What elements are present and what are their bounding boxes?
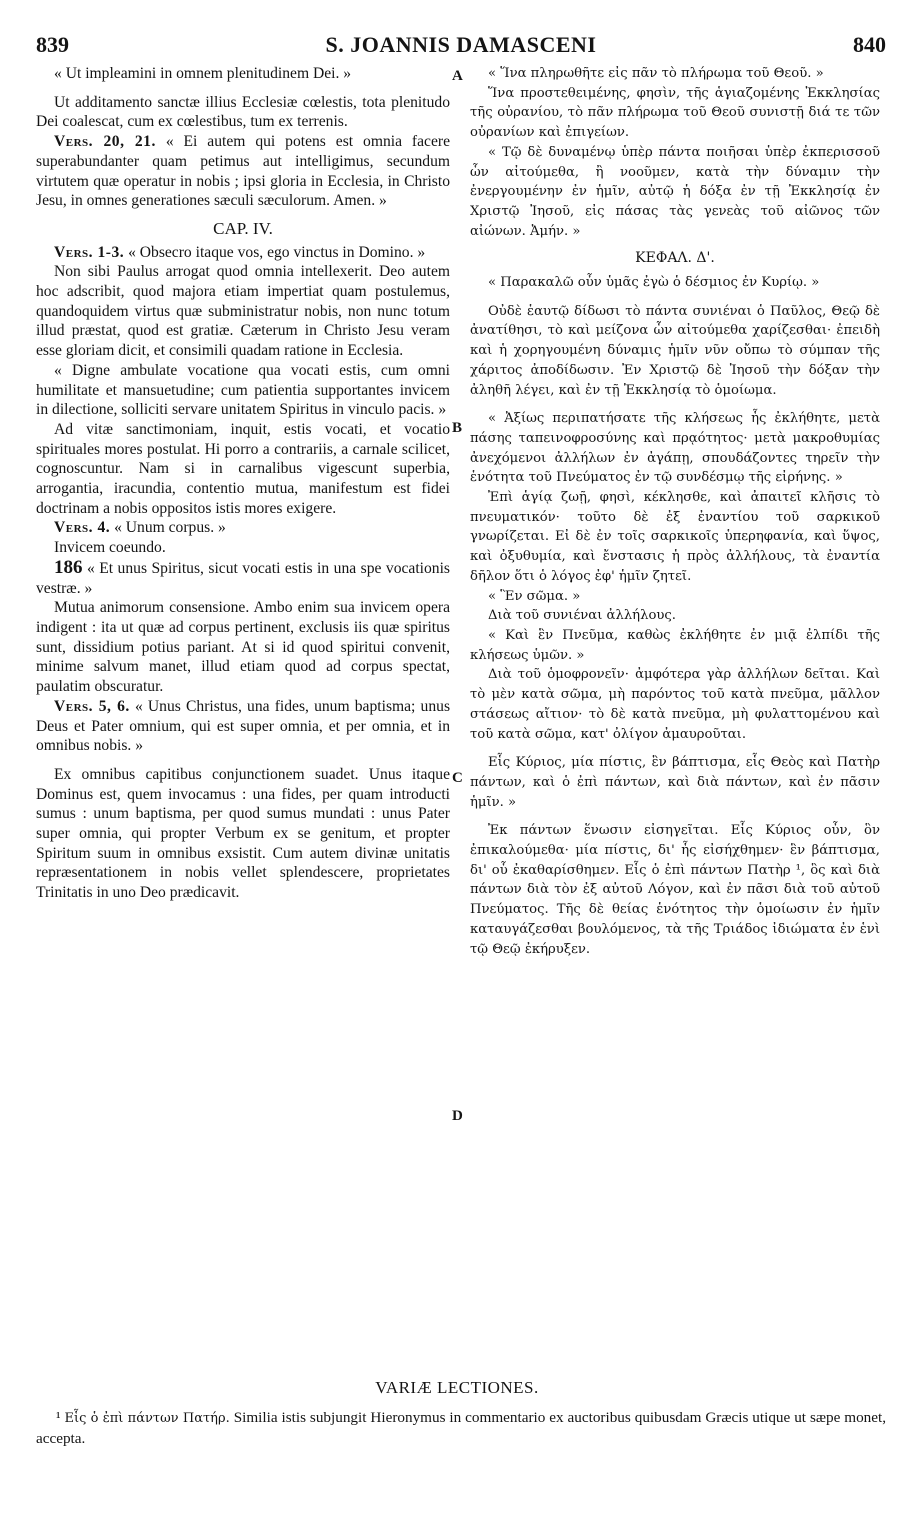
verse-reference: Vers. 4. bbox=[54, 519, 111, 537]
latin-verse bbox=[36, 243, 450, 263]
footnote-greek-lemma: Εἷς ὁ ἐπὶ πάντων Πατήρ. bbox=[64, 1411, 230, 1426]
latin-column bbox=[36, 64, 450, 903]
latin-verse bbox=[36, 697, 450, 756]
greek-verse-quote: « Ἵνα πληρωθῆτε εἰς πᾶν τὸ πλήρωμα τοῦ Θεοῦ. » bbox=[488, 66, 824, 81]
verse-reference: Vers. 20, 21. bbox=[54, 133, 156, 151]
greek-commentary: Ἐκ πάντων ἕνωσιν εἰσηγεῖται. Εἷς Κύριος οὖν, ὃν ἐπικαλούμεθα· μία πίστις, δι' ἧς εἰσήχθημεν· ἓν βάπτισμα, δι' οὗ ἐκαθαρίσθημεν. Εἷς ὁ ἐπὶ πάντων Πατὴρ ¹, ὃς καὶ διὰ πάντων διὰ τὸν ἐξ αὐτοῦ Λόγον, καὶ ἐν πᾶσι διὰ τοῦ αὐτοῦ Πνεύματος. Τῆς δὲ θείας ἑνότητος τὴν ὁμοίωσιν ἐν ἡμῖν καταυγάζεσθαι βουλόμενος, τὰ τῆς Τριάδος ἰδιώματα ἐν ἑνὶ τῷ Θεῷ ἐκήρυξεν. bbox=[470, 823, 880, 957]
left-page-number: 839 bbox=[36, 32, 69, 57]
latin-verse-quote: « Ut impleamini in omnem plenitudinem Dei. » bbox=[54, 65, 352, 82]
margin-mark-a: A bbox=[452, 68, 463, 84]
greek-verse-quote: « Παρακαλῶ οὖν ὑμᾶς ἐγὼ ὁ δέσμιος ἐν Κυρίῳ. » bbox=[488, 275, 820, 291]
greek-column bbox=[470, 64, 880, 959]
running-title: S. JOANNIS DAMASCENI bbox=[325, 32, 597, 57]
greek-verse-quote: « Ἓν σῶμα. » bbox=[488, 588, 581, 604]
variae-lectiones-heading: VARIÆ LECTIONES. bbox=[375, 1378, 539, 1397]
latin-verse bbox=[36, 518, 450, 538]
verse-text: « Obsecro itaque vos, ego vinctus in Domino. » bbox=[128, 243, 426, 261]
margin-mark-b: B bbox=[452, 420, 463, 436]
latin-verse-quote: « Digne ambulate vocatione qua vocati estis, cum omni humilitate et mansuetudine; cum patientia supportantes invicem in dilectione, solliciti servare unitatem Spiritus in vinculo pacis. » bbox=[36, 361, 450, 419]
right-page-number: 840 bbox=[853, 32, 886, 57]
greek-chapter-heading: ΚΕΦΑΛ. Δ'. bbox=[635, 250, 715, 267]
greek-commentary: Διὰ τοῦ ὁμοφρονεῖν· ἀμφότερα γὰρ ἀλλήλων δεῖται. Καὶ τὸ μὲν κατὰ σῶμα, μὴ παρόντος τοῦ κατὰ πνεῦμα, μᾶλλον στάσεως αἴτιον· τὸ δὲ κατὰ πνεῦμα, μὴ φυλαττομένου καὶ τοῦ κατὰ σῶμα, κατ' ὀλίγον ἀμαυροῦται. bbox=[470, 667, 880, 742]
verse-text: « Et unus Spiritus, sicut vocati estis in una spe vocationis vestræ. » bbox=[36, 559, 450, 597]
latin-chapter-heading: CAP. IV. bbox=[213, 218, 273, 238]
verse-reference: Vers. 1-3. bbox=[54, 243, 125, 261]
greek-commentary: Ἐπὶ ἁγίᾳ ζωῇ, φησὶ, κέκλησθε, καὶ ἀπαιτεῖ κλῆσις τὸ πνευματικόν· τοῦτο δὲ ἐξ ἐναντίου τοῦ σαρκικοῦ γνωρίζεται. Εἰ δὲ ἐν τοῖς σαρκικοῖς ὑπερηφανία, καὶ ὕψος, καὶ ὀξυθυμία, καὶ ἔνστασις ἡ πρὸς ἀλλήλους, τὰ ἐναντία δῆλον ὅτι ὁ λόγος ἐφ' ἡμῖν ζητεῖ. bbox=[470, 490, 880, 584]
footnote-text: Similia istis subjungit Hieronymus in commentario ex auctoribus quibusdam Græcis utique ut sæpe monet, accepta. bbox=[36, 1409, 887, 1447]
greek-commentary: Διὰ τοῦ συνιέναι ἀλλήλους. bbox=[488, 608, 676, 624]
variant-reading-note bbox=[36, 1408, 886, 1449]
greek-commentary: Οὐδὲ ἑαυτῷ δίδωσι τὸ πάντα συνιέναι ὁ Παῦλος, Θεῷ δὲ ἀνατίθησι, τὸ καὶ μείζονα ὧν αἰτούμεθα χαρίζεσθαι· ἐπειδὴ καὶ ἡ χορηγουμένη δύναμις ἡμῖν νῦν οὔπω τὸ σύμπαν τῆς χάριτος ἀποδίδωσιν. Ἐν Χριστῷ δὲ Ἰησοῦ τὴν δόξαν τὴν ἀληθῆ λέγει, καὶ ἐν τῇ Ἐκκλησίᾳ τὸ ὁμοίωμα. bbox=[470, 303, 880, 398]
footnote-marker: ¹ bbox=[56, 1409, 61, 1426]
latin-verse bbox=[36, 132, 450, 211]
verse-text: « Ei autem qui potens est omnia facere superabundanter quam petimus aut intelligimus, secundum virtutem quæ operatur in nobis ; ipsi gloria in Ecclesia, in Christo Jesu, in omnes generationes sæculi sæculorum. Amen. » bbox=[36, 133, 450, 210]
running-header bbox=[36, 32, 886, 60]
greek-commentary: Ἵνα προστεθειμένης, φησὶν, τῆς ἁγιαζομένης Ἐκκλησίας τῆς οὐρανίου, τὸ πᾶν πλήρωμα τοῦ Θεοῦ συνιστῇ διά τε τῶν οὐρανίων καὶ ἐπιγείων. bbox=[470, 85, 880, 141]
greek-verse-quote: « Τῷ δὲ δυναμένῳ ὑπὲρ πάντα ποιῆσαι ὑπὲρ ἐκπερισσοῦ ὧν αἰτούμεθα, ἢ νοοῦμεν, κατὰ τὴν δύναμιν τὴν ἐνεργουμένην ἐν ἡμῖν, αὐτῷ ἡ δόξα ἐν τῇ Ἐκκλησίᾳ ἐν Χριστῷ Ἰησοῦ, εἰς πάσας τὰς γενεὰς τοῦ αἰῶνος τῶν αἰώνων. Ἀμήν. » bbox=[470, 144, 880, 239]
latin-commentary: Ad vitæ sanctimoniam, inquit, estis vocati, et vocatio spirituales mores postulat. Hi porro a contrariis, a carnale scilicet, cognoscuntur. Nam si in carnalibus vigescunt superbia, arrogantia, iracundia, contentio mutua, manifestum est fidei doctrinam a nobis oppositos istis mores exigere. bbox=[36, 420, 450, 517]
latin-commentary: Ex omnibus capitibus conjunctionem suadet. Unus itaque Dominus est, quem invocamus : una fides, per quam introducti sumus : unum baptisma, per quod sumus mundati : unus Pater super omnia, qui propter Verbum ex se genitum, et propter Spiritum suum in omnibus exsistit. Cum autem divinæ unitatis repræsentationem in nobis vellet splendescere, proprietates Trinitatis in uno Deo prædicavit. bbox=[36, 765, 450, 902]
greek-verse-quote: Εἷς Κύριος, μία πίστις, ἓν βάπτισμα, εἷς Θεὸς καὶ Πατὴρ πάντων, καὶ ὁ ἐπὶ πάντων, καὶ διὰ πάντων, καὶ ἐν πᾶσιν ἡμῖν. » bbox=[470, 755, 880, 810]
margin-mark-c: C bbox=[452, 770, 463, 786]
greek-verse-quote: « Ἀξίως περιπατήσατε τῆς κλήσεως ἧς ἐκλήθητε, μετὰ πάσης ταπεινοφροσύνης καὶ πρᾳότητος· μετὰ μακροθυμίας ἀνεχόμενοι ἀλλήλων ἐν ἀγάπῃ, σπουδάζοντες τηρεῖν τὴν ἑνότητα τοῦ Πνεύματος ἐν τῷ συνδέσμῳ τῆς εἰρήνης. » bbox=[470, 411, 880, 486]
latin-commentary: Mutua animorum consensione. Ambo enim sua invicem opera indigent : ita ut quæ ad corpus pertinent, exclusis iis quæ spiritus sunt, dissidium potius pariant. At si id quod spiritui convenit, minime salvum manet, illud etiam quod ad corpus spectat, paulatim obscuratur. bbox=[36, 599, 450, 696]
margin-mark-d: D bbox=[452, 1108, 463, 1124]
verse-reference: Vers. 5, 6. bbox=[54, 697, 130, 715]
greek-verse-quote: « Καὶ ἓν Πνεῦμα, καθὼς ἐκλήθητε ἐν μιᾷ ἐλπίδι τῆς κλήσεως ὑμῶν. » bbox=[470, 627, 880, 663]
latin-commentary: Non sibi Paulus arrogat quod omnia intellexerit. Deo autem hoc adscribit, quod majora etiam impertiat quam postulemus, quandoquidem virtus quæ subministratur nobis, non nunc totum illud præstat, quod est gratiæ. Cæterum in Christo Jesu veram esse gloriam dicit, et consimili quadam ratione in Ecclesia. bbox=[36, 263, 450, 360]
latin-verse bbox=[36, 558, 450, 598]
latin-commentary: Invicem coeundo. bbox=[54, 539, 166, 557]
column-number: 186 bbox=[54, 556, 83, 578]
latin-commentary: Ut additamento sanctæ illius Ecclesiæ cœlestis, tota plenitudo Dei coalescat, cum ex cœlestibus, tum ex terrenis. bbox=[36, 93, 450, 131]
verse-text: « Unum corpus. » bbox=[114, 519, 226, 537]
verse-text: « Unus Christus, una fides, unum baptisma; unus Deus et Pater omnium, qui est super omnia, et per omnia, et in omnibus nobis. » bbox=[36, 697, 451, 755]
